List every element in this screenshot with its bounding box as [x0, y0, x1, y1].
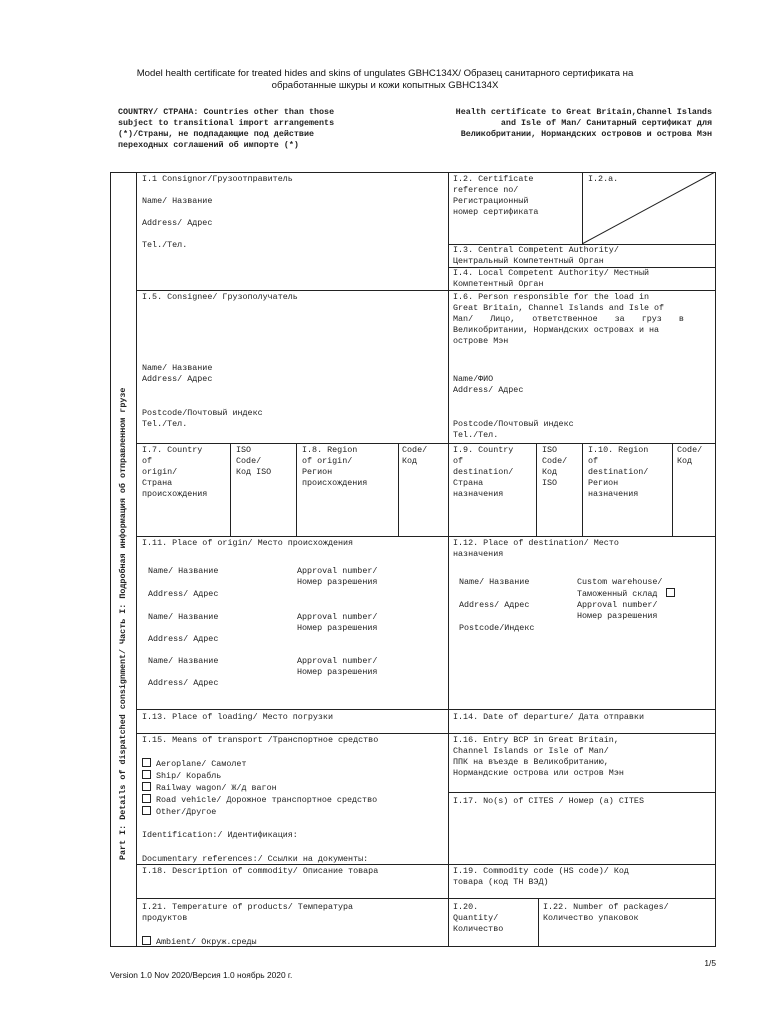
i16-entry-bcp-cell — [453, 735, 624, 779]
i8-line: происхождения — [302, 478, 368, 488]
i21-line: продуктов — [142, 913, 188, 923]
i6-line: Man/ Лицо, ответственное за груз в — [453, 314, 684, 324]
i11-approval-line: Номер разрешения — [297, 577, 378, 587]
aeroplane-checkbox[interactable] — [142, 758, 151, 767]
i19-commodity-code-cell — [453, 866, 629, 888]
title-line-1: Model health certificate for treated hides and skins of ungulates GBHC134X/ Образец санитарного сертификата на — [136, 68, 634, 79]
i3-line: Центральный Компетентный Орган — [453, 256, 604, 266]
i9-line: назначения — [453, 489, 504, 499]
i11-address-3: Address/ Адрес — [148, 678, 219, 688]
code-right-line: Code/ — [677, 445, 703, 455]
i3-line: I.3. Central Competent Authority/ — [453, 245, 619, 255]
i15-documentary-references-label: Documentary references:/ Ссылки на документы: — [142, 854, 369, 864]
health-cert-line: Великобритании, Нормандских островов и острова Мэн — [460, 129, 712, 139]
i12-approval-line: Номер разрешения — [577, 611, 658, 621]
i12-custom-line: Таможенный склад — [577, 589, 658, 599]
i9-line: Страна — [453, 478, 484, 488]
i11-approval-line: Approval number/ — [297, 612, 378, 622]
i16-line: I.16. Entry BCP in Great Britain, — [453, 735, 619, 745]
region-code-destination-cell — [677, 445, 702, 467]
transport-option-road[interactable] — [142, 794, 377, 806]
i2-line: номер сертификата — [453, 207, 539, 217]
code-left-line: Code/ — [402, 445, 428, 455]
iso-left-line: ISO — [236, 445, 252, 455]
transport-option-railway[interactable] — [142, 782, 377, 794]
i5-postcode-tel — [142, 408, 263, 430]
i6-address-label: Address/ Адрес — [453, 385, 524, 395]
i11-approval-1 — [297, 566, 377, 588]
i12-postcode-label: Postcode/Индекс — [459, 623, 535, 633]
i12-approval-line: Approval number/ — [577, 600, 658, 610]
i7-line: Страна — [142, 478, 173, 488]
iso-code-origin-cell — [236, 445, 271, 478]
i11-address-2: Address/ Адрес — [148, 634, 219, 644]
ship-checkbox[interactable] — [142, 770, 151, 779]
ship-label: Ship/ Корабль — [156, 771, 222, 781]
i10-line: Регион — [588, 478, 619, 488]
i21-temperature-cell — [142, 902, 353, 924]
i11-name-1: Name/ Название — [148, 566, 219, 576]
i12-title-line: назначения — [453, 549, 504, 559]
i22-number-of-packages-cell — [543, 902, 669, 924]
i14-date-of-departure: I.14. Date of departure/ Дата отправки — [453, 712, 644, 722]
i5-consignee-title: I.5. Consignee/ Грузополучатель — [142, 292, 298, 302]
i1-name-label: Name/ Название — [142, 196, 213, 206]
i6-postcode-label: Postcode/Почтовый индекс — [453, 419, 574, 429]
i15-title: I.15. Means of transport /Транспортное средство — [142, 735, 379, 745]
i6-postcode-tel — [453, 419, 574, 441]
code-left-line: Код — [402, 456, 418, 466]
country-line: (*)/Страны, не подпадающие под действие — [118, 129, 315, 139]
i5-address-label: Address/ Адрес — [142, 374, 213, 384]
i9-country-of-destination-cell — [453, 445, 513, 500]
i16-line: Нормандские острова или остров Мэн — [453, 768, 624, 778]
iso-right-line: Code/ — [542, 456, 568, 466]
i21-line: I.21. Temperature of products/ Температура — [142, 902, 354, 912]
transport-option-other[interactable] — [142, 806, 377, 818]
transport-option-ship[interactable] — [142, 770, 377, 782]
i6-name-address — [453, 374, 523, 396]
i18-description-of-commodity: I.18. Description of commodity/ Описание товара — [142, 866, 379, 876]
i5-postcode-label: Postcode/Почтовый индекс — [142, 408, 263, 418]
i10-line: назначения — [588, 489, 639, 499]
i11-approval-2 — [297, 612, 377, 634]
i15-identification-label: Identification:/ Идентификация: — [142, 830, 298, 840]
i9-line: destination/ — [453, 467, 514, 477]
region-code-origin-cell — [402, 445, 427, 467]
health-certificate-heading — [400, 107, 712, 140]
i19-line: товара (код ТН ВЭД) — [453, 877, 549, 887]
transport-option-aeroplane[interactable] — [142, 758, 377, 770]
custom-warehouse-checkbox[interactable] — [666, 588, 675, 597]
i10-line: I.10. Region — [588, 445, 649, 455]
document-title — [100, 68, 670, 92]
i6-name-label: Name/ФИО — [453, 374, 494, 384]
health-cert-line: and Isle of Man/ Санитарный сертификат для — [500, 118, 712, 128]
i6-line: Great Britain, Channel Islands and Isle of — [453, 303, 665, 313]
i1-address-label: Address/ Адрес — [142, 218, 213, 228]
i9-line: of — [453, 456, 464, 466]
i11-approval-line: Approval number/ — [297, 656, 378, 666]
i6-responsible-person-cell — [453, 292, 710, 347]
i6-tel-label: Tel./Тел. — [453, 430, 499, 440]
country-heading — [118, 107, 334, 151]
i11-title: I.11. Place of origin/ Место происхождения — [142, 538, 354, 548]
iso-left-line: Код ISO — [236, 467, 272, 477]
health-cert-line: Health certificate to Great Britain,Channel Islands — [455, 107, 712, 117]
i16-line: ППК на въезде в Великобританию, — [453, 757, 609, 767]
i5-name-address — [142, 363, 212, 385]
road-vehicle-checkbox[interactable] — [142, 794, 151, 803]
i4-line: Компетентный Орган — [453, 279, 544, 289]
iso-code-destination-cell — [542, 445, 567, 489]
i12-address-label: Address/ Адрес — [459, 600, 530, 610]
i12-custom-line: Custom warehouse/ — [577, 577, 663, 587]
i9-line: I.9. Country — [453, 445, 514, 455]
i6-line: острове Мэн — [453, 336, 509, 346]
i19-line: I.19. Commodity code (HS code)/ Код — [453, 866, 629, 876]
i13-place-of-loading: I.13. Place of loading/ Место погрузки — [142, 712, 333, 722]
i2-certificate-reference-cell — [453, 174, 538, 218]
i7-line: происхождения — [142, 489, 208, 499]
i12-title — [453, 538, 619, 560]
ambient-label: Ambient/ Окруж.среды — [156, 937, 257, 947]
iso-left-line: Code/ — [236, 456, 262, 466]
i5-tel-label: Tel./Тел. — [142, 419, 188, 429]
i3-central-authority-cell — [453, 245, 619, 267]
i11-approval-line: Номер разрешения — [297, 667, 378, 677]
railway-checkbox[interactable] — [142, 782, 151, 791]
i6-line: Великобритании, Нормандских островах и на — [453, 325, 660, 335]
i20-quantity-cell — [453, 902, 503, 935]
other-label: Other/Другое — [156, 807, 217, 817]
i22-line: I.22. Number of packages/ — [543, 902, 669, 912]
i2-line: reference no/ — [453, 185, 519, 195]
i1-tel-label: Tel./Тел. — [142, 240, 188, 250]
i20-line: Quantity/ — [453, 913, 499, 923]
i8-region-of-origin-cell — [302, 445, 367, 489]
i1-consignor-cell — [142, 174, 293, 251]
country-line: COUNTRY/ СТРАНА: Countries other than those — [118, 107, 335, 117]
iso-right-line: Код — [542, 467, 558, 477]
i10-region-of-destination-cell — [588, 445, 648, 500]
i7-line: origin/ — [142, 467, 178, 477]
i7-line: of — [142, 456, 153, 466]
i11-name-2: Name/ Название — [148, 612, 219, 622]
i20-line: I.20. — [453, 902, 479, 912]
i12-custom-warehouse — [577, 577, 675, 622]
i6-line: I.6. Person responsible for the load in — [453, 292, 650, 302]
i17-cites-numbers: I.17. No(s) of CITES / Номер (а) CITES — [453, 796, 644, 806]
i7-country-of-origin-cell — [142, 445, 207, 500]
i10-line: of — [588, 456, 599, 466]
i2-line: I.2. Certificate — [453, 174, 534, 184]
i8-line: of origin/ — [302, 456, 353, 466]
temperature-option-ambient[interactable] — [142, 936, 257, 948]
other-checkbox[interactable] — [142, 806, 151, 815]
i15-transport-options — [142, 758, 377, 818]
country-line: переходных соглашений об импорте (*) — [118, 140, 299, 150]
i1-title: I.1 Consignor/Грузоотправитель — [142, 174, 293, 184]
road-vehicle-label: Road vehicle/ Дорожное транспортное средство — [156, 795, 378, 805]
i11-approval-line: Номер разрешения — [297, 623, 378, 633]
iso-right-line: ISO — [542, 478, 558, 488]
i11-name-3: Name/ Название — [148, 656, 219, 666]
i20-line: Количество — [453, 924, 504, 934]
i12-title-line: I.12. Place of destination/ Место — [453, 538, 619, 548]
aeroplane-label: Aeroplane/ Самолет — [156, 759, 247, 769]
page-number: 1/5 — [704, 958, 716, 968]
part-1-vertical-label: Part I: Details of dispatched consignment/ Часть I: Подробная информация об отправленном грузе — [118, 387, 128, 860]
i11-address-1: Address/ Адрес — [148, 589, 219, 599]
ambient-checkbox[interactable] — [142, 936, 151, 945]
code-right-line: Код — [677, 456, 693, 466]
i2a-label: I.2.a. — [588, 174, 619, 184]
i12-custom-warehouse-option[interactable] — [577, 588, 675, 600]
i5-name-label: Name/ Название — [142, 363, 213, 373]
i16-line: Channel Islands or Isle of Man/ — [453, 746, 609, 756]
i10-line: destination/ — [588, 467, 649, 477]
railway-label: Railway wagon/ Ж/д вагон — [156, 783, 277, 793]
title-line-2: обработанные шкуры и кожи копытных GBHC134X — [271, 80, 499, 91]
i8-line: Регион — [302, 467, 333, 477]
i22-line: Количество упаковок — [543, 913, 639, 923]
i2-line: Регистрационный — [453, 196, 529, 206]
i12-name-label: Name/ Название — [459, 577, 530, 587]
i11-approval-line: Approval number/ — [297, 566, 378, 576]
i7-line: I.7. Country — [142, 445, 203, 455]
i4-local-authority-cell — [453, 268, 649, 290]
i4-line: I.4. Local Competent Authority/ Местный — [453, 268, 650, 278]
country-line: subject to transitional import arrangements — [118, 118, 335, 128]
iso-right-line: ISO — [542, 445, 558, 455]
i8-line: I.8. Region — [302, 445, 358, 455]
version-footer: Version 1.0 Nov 2020/Версия 1.0 ноябрь 2020 г. — [110, 970, 293, 980]
i11-approval-3 — [297, 656, 377, 678]
